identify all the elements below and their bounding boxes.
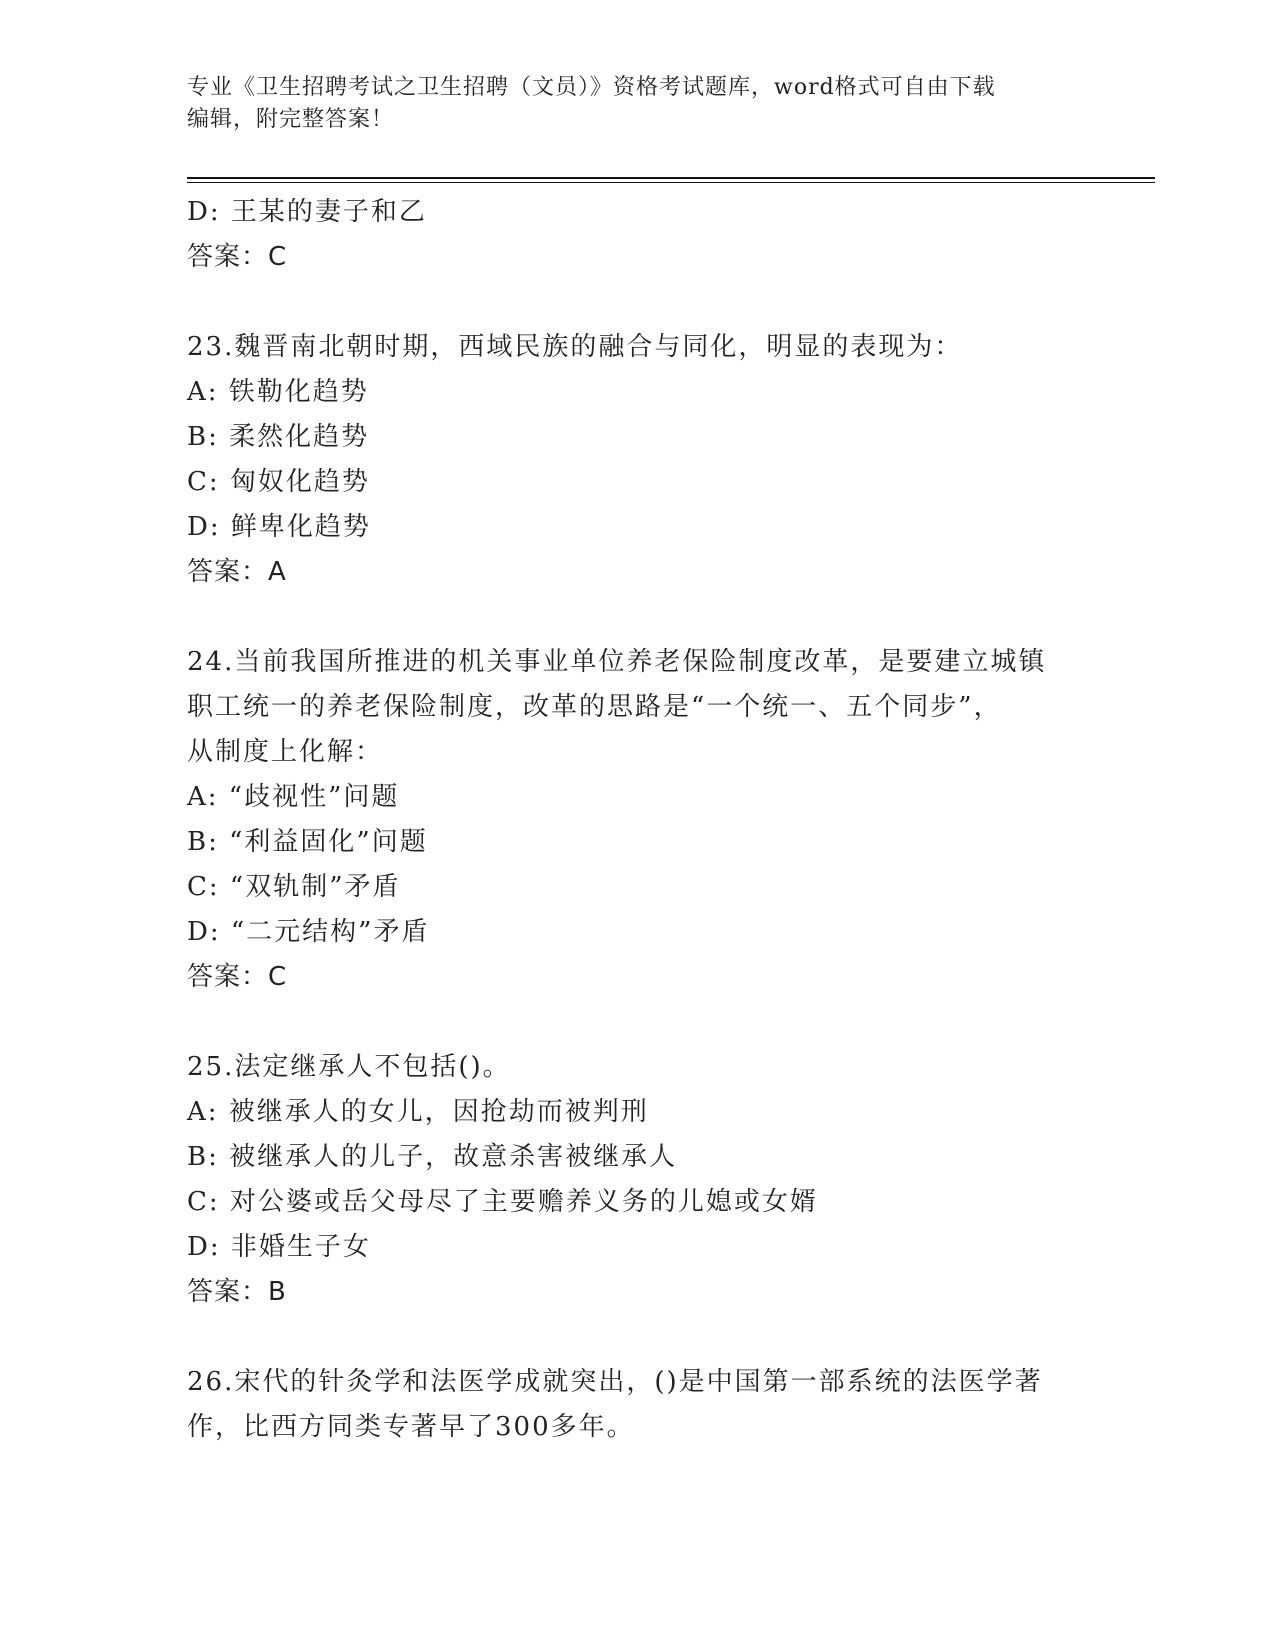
prev-answer: 答案：C (187, 242, 288, 272)
option-b: B: 柔然化趋势 (187, 422, 370, 452)
header-line-2: 编辑，附完整答案！ (187, 107, 395, 132)
option-b: B: “利益固化”问题 (187, 827, 428, 857)
spacer (187, 1000, 1087, 1045)
option-a: A: 铁勒化趋势 (187, 377, 369, 407)
option-c: C: “双轨制”矛盾 (187, 872, 401, 902)
question-23 (187, 325, 1087, 595)
option-a: A: “歧视性”问题 (187, 782, 400, 812)
question-stem-line-2: 职工统一的养老保险制度，改革的思路是“一个统一、五个同步”， (187, 692, 1002, 722)
question-26 (187, 1360, 1087, 1450)
option-c: C: 匈奴化趋势 (187, 467, 370, 497)
option-d: D: 非婚生子女 (187, 1232, 371, 1262)
spacer (187, 280, 1087, 325)
question-stem-line-2: 作，比西方同类专著早了300多年。 (187, 1412, 635, 1442)
question-stem: 23.魏晋南北朝时期，西域民族的融合与同化，明显的表现为： (187, 332, 963, 362)
question-list (187, 190, 1087, 1450)
spacer (187, 595, 1087, 640)
question-25 (187, 1045, 1087, 1315)
question-stem-line-1: 24.当前我国所推进的机关事业单位养老保险制度改革，是要建立城镇 (187, 647, 1047, 677)
option-c: C: 对公婆或岳父母尽了主要赡养义务的儿媳或女婿 (187, 1187, 818, 1217)
header-line-1: 专业《卫生招聘考试之卫生招聘（文员）》资格考试题库，word格式可自由下载 (187, 75, 996, 100)
option-d: D: 鲜卑化趋势 (187, 512, 371, 542)
option-d: D: “二元结构”矛盾 (187, 917, 430, 947)
question-24 (187, 640, 1087, 1000)
header-divider-thin (187, 182, 1155, 183)
header-divider-thick (187, 177, 1155, 179)
question-stem-line-1: 26.宋代的针灸学和法医学成就突出，()是中国第一部系统的法医学著 (187, 1367, 1043, 1397)
spacer (187, 1315, 1087, 1360)
answer: 答案：B (187, 1277, 287, 1307)
prev-option-d: D: 王某的妻子和乙 (187, 197, 427, 227)
page-header (187, 72, 1067, 136)
answer: 答案：C (187, 962, 288, 992)
question-stem-line-3: 从制度上化解： (187, 737, 384, 767)
answer: 答案：A (187, 557, 287, 587)
question-stem: 25.法定继承人不包括()。 (187, 1052, 511, 1082)
option-b: B: 被继承人的儿子，故意杀害被继承人 (187, 1142, 678, 1172)
option-a: A: 被继承人的女儿，因抢劫而被判刑 (187, 1097, 649, 1127)
